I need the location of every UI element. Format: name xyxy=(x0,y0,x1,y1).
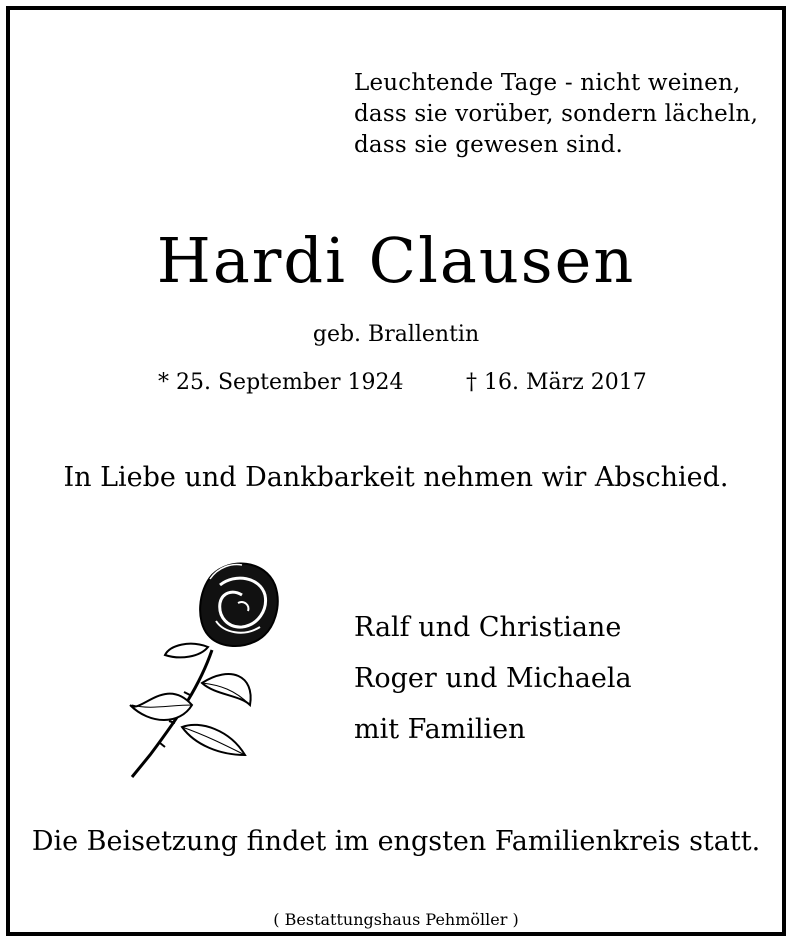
family-line-3: mit Familien xyxy=(354,714,526,745)
deceased-name: Hardi Clausen xyxy=(156,224,636,297)
family-line-2: Roger und Michaela xyxy=(354,663,632,694)
poem-line-3: dass sie gewesen sind. xyxy=(354,132,624,158)
birth-name: geb. Brallentin xyxy=(312,322,480,347)
undertaker-name: ( Bestattungshaus Pehmöller ) xyxy=(273,910,519,929)
death-date: † 16. März 2017 xyxy=(466,370,647,395)
poem-line-2: dass sie vorüber, sondern lächeln, xyxy=(354,101,759,127)
farewell-text: In Liebe und Dankbarkeit nehmen wir Abschied. xyxy=(63,462,729,493)
poem-line-1: Leuchtende Tage - nicht weinen, xyxy=(354,70,741,96)
family-names xyxy=(354,602,632,755)
obituary-notice xyxy=(6,6,786,936)
family-line-1: Ralf und Christiane xyxy=(354,612,622,643)
rose-icon xyxy=(120,555,300,785)
birth-date: * 25. September 1924 xyxy=(158,370,404,395)
poem-quote xyxy=(354,68,758,161)
burial-notice: Die Beisetzung findet im engsten Familienkreis statt. xyxy=(31,826,761,857)
